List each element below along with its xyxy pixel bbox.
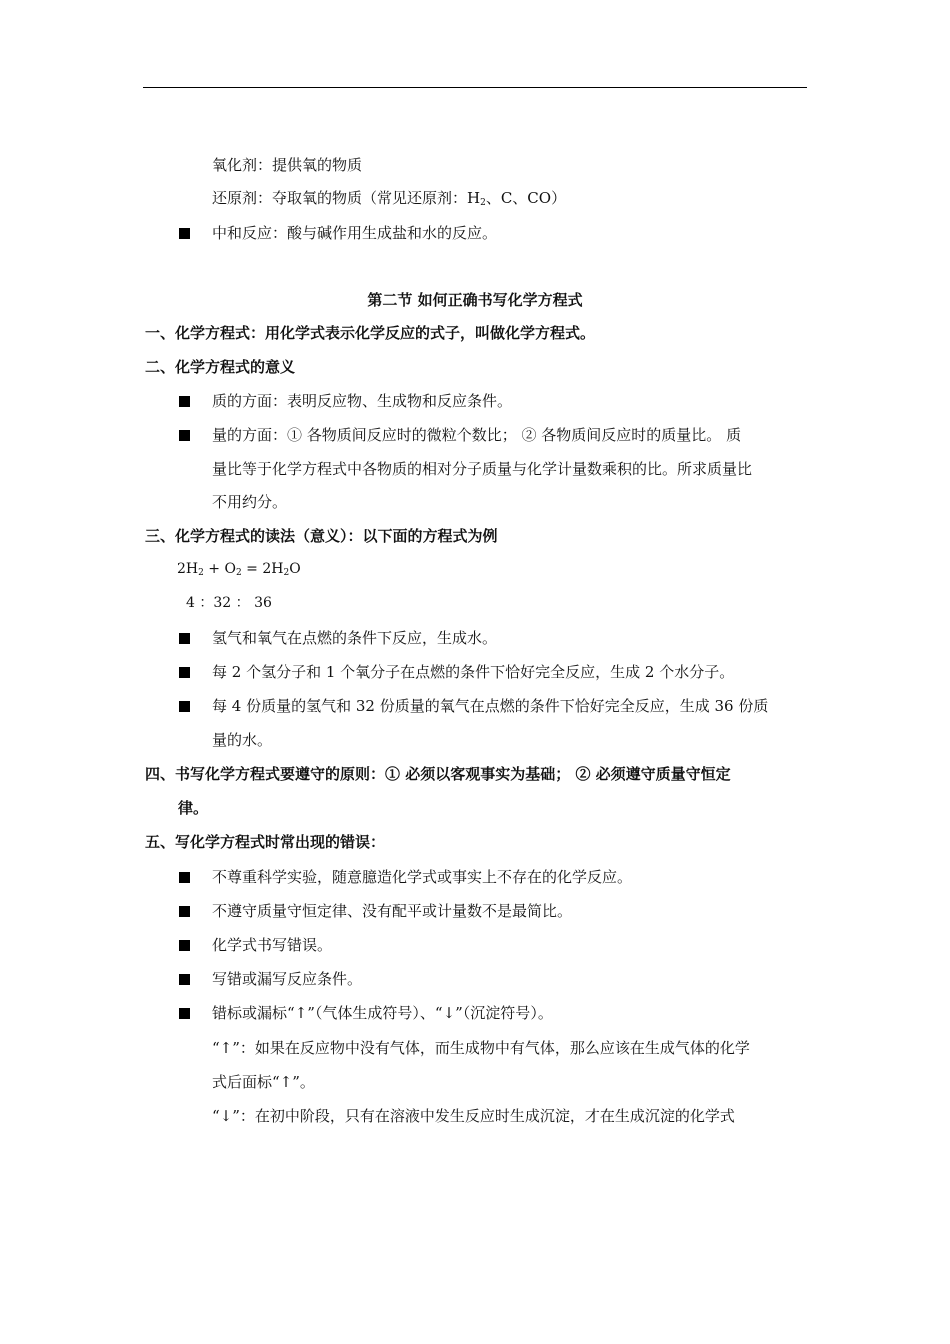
quantity-aspect-line2: 量比等于化学方程式中各物质的相对分子质量与化学计量数乘积的比。所求质量比	[212, 460, 753, 478]
quality-aspect: 质的方面：表明反应物、生成物和反应条件。	[212, 392, 513, 410]
up-arrow-rule-line2: 式后面标“↑”。	[212, 1073, 315, 1091]
reading-1: 氢气和氧气在点燃的条件下反应，生成水。	[212, 629, 498, 647]
bullet-icon	[179, 396, 190, 407]
quantity-aspect-line3: 不用约分。	[212, 493, 288, 511]
reading-3-line1: 每 4 份质量的氢气和 32 份质量的氧气在点燃的条件下恰好完全反应，生成 36 份质	[212, 697, 769, 715]
oxidant-definition: 氧化剂：提供氧的物质	[212, 156, 363, 174]
bullet-icon	[179, 906, 190, 917]
error-1: 不尊重科学实验，随意臆造化学式或事实上不存在的化学反应。	[212, 868, 633, 886]
reductant-definition: 还原剂：夺取氧的物质（常见还原剂：$H_2$、C、CO）	[212, 189, 567, 208]
heading-1: 一、化学方程式：用化学式表示化学反应的式子，叫做化学方程式。	[145, 324, 596, 342]
error-3: 化学式书写错误。	[212, 936, 333, 954]
heading-2: 二、化学方程式的意义	[145, 358, 296, 376]
bullet-icon	[179, 430, 190, 441]
bullet-icon	[179, 701, 190, 712]
reading-2: 每 2 个氢分子和 1 个氧分子在点燃的条件下恰好完全反应，生成 2 个水分子。	[212, 663, 735, 681]
error-2: 不遵守质量守恒定律、没有配平或计量数不是最简比。	[212, 902, 573, 920]
quantity-aspect-line1: 量的方面：① 各物质间反应时的微粒个数比； ② 各物质间反应时的质量比。 质	[212, 426, 742, 444]
bullet-icon	[179, 940, 190, 951]
heading-4-line2: 律。	[178, 799, 209, 817]
bullet-icon	[179, 872, 190, 883]
bullet-icon	[179, 974, 190, 985]
neutralization-definition: 中和反应：酸与碱作用生成盐和水的反应。	[212, 224, 498, 242]
reading-3-line2: 量的水。	[212, 731, 273, 749]
error-5: 错标或漏标“↑”（气体生成符号）、“↓”（沉淀符号）。	[212, 1004, 553, 1022]
bullet-icon	[179, 633, 190, 644]
header-rule	[143, 87, 807, 88]
mass-ratio: 4 ：32 ： 36	[186, 595, 272, 611]
bullet-icon	[179, 228, 190, 239]
heading-4-line1: 四、书写化学方程式要遵守的原则：① 必须以客观事实为基础； ② 必须遵守质量守恒定	[145, 765, 731, 783]
bullet-icon	[179, 667, 190, 678]
up-arrow-rule-line1: “↑”：如果在反应物中没有气体，而生成物中有气体，那么应该在生成气体的化学	[212, 1039, 750, 1057]
heading-5: 五、写化学方程式时常出现的错误：	[145, 833, 386, 851]
section-title: 第二节 如何正确书写化学方程式	[367, 291, 583, 309]
bullet-icon	[179, 1008, 190, 1019]
down-arrow-rule-line1: “↓”：在初中阶段，只有在溶液中发生反应时生成沉淀，才在生成沉淀的化学式	[212, 1107, 735, 1125]
heading-3: 三、化学方程式的读法（意义）：以下面的方程式为例	[145, 527, 498, 545]
error-4: 写错或漏写反应条件。	[212, 970, 363, 988]
chemical-equation: $2H_2 + O_2 = 2H_2O$	[177, 561, 301, 578]
